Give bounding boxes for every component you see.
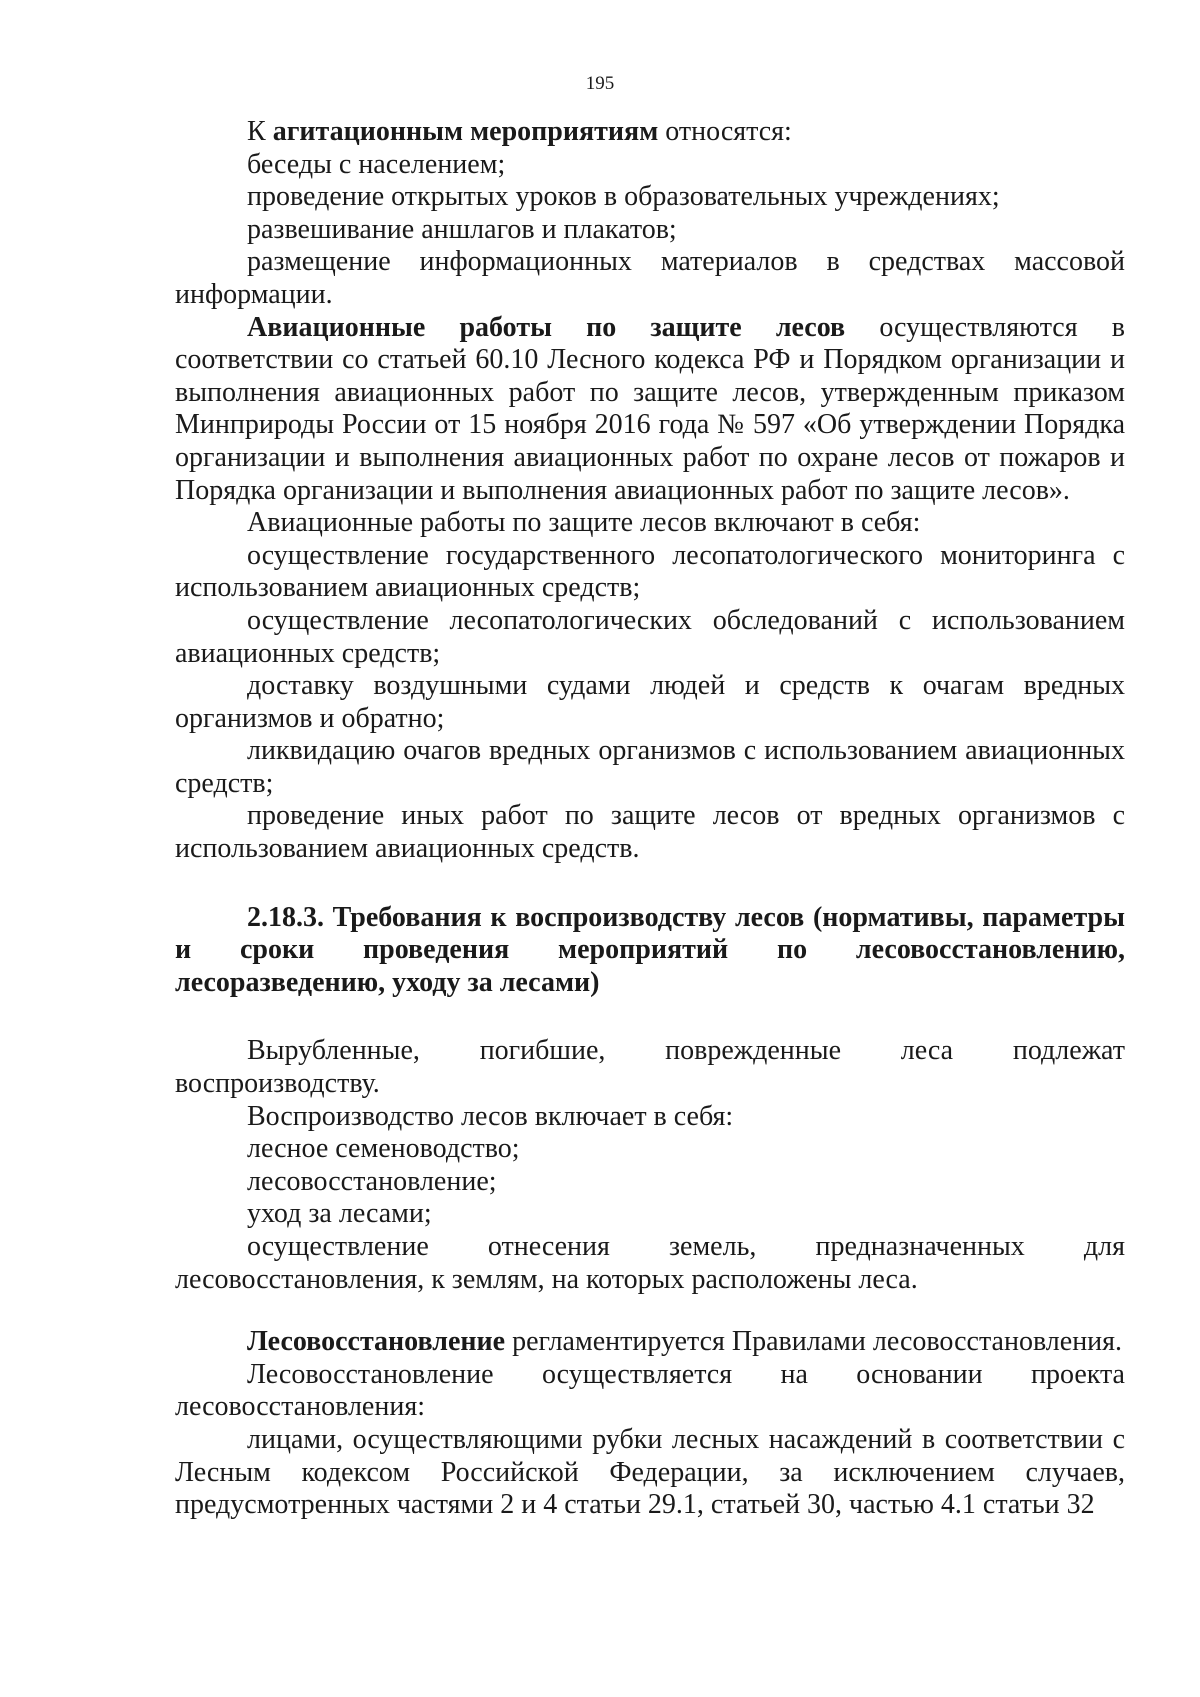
aviation-paragraph [175, 312, 1125, 508]
aviation-item-3: доставку воздушными судами людей и средств к очагам вредных организмов и обратно; [175, 670, 1125, 734]
restoration-persons-paragraph: лицами, осуществляющими рубки лесных насаждений в соответствии с Лесным кодексом Российской Федерации, за исключением случаев, предусмотренных частями 2 и 4 статьи 29.1, статьей 30, частью 4.1 статьи 32 [175, 1423, 1125, 1521]
aviation-item-4: ликвидацию очагов вредных организмов с использованием авиационных средств; [175, 735, 1125, 799]
restoration-paragraph [175, 1326, 1125, 1359]
agitation-item-3: развешивание аншлагов и плакатов; [247, 213, 677, 245]
agitation-prefix: К [247, 116, 273, 147]
page-body [175, 116, 1125, 1522]
aviation-item-2: осуществление лесопатологических обследований с использованием авиационных средств; [175, 604, 1125, 669]
restoration-term: Лесовосстановление [247, 1326, 506, 1358]
restoration-text: регламентируется Правилами лесовосстановления. [505, 1326, 1123, 1358]
agitation-item-4: размещение информационных материалов в средствах массовой информации. [175, 246, 1125, 310]
agitation-term: агитационным мероприятиям [272, 116, 659, 147]
aviation-item-5: проведение иных работ по защите лесов от вредных организмов с использованием авиационных средств. [175, 800, 1125, 865]
aviation-text: осуществляются в соответствии со статьей 60.10 Лесного кодекса РФ и Порядком организации и выполнения авиационных работ по защите лесов, утвержденным приказом Минприроды России от 15 ноября 2016 года № 597 «Об утверждении Порядка организации и выполнения авиационных работ по охране лесов от пожаров и Порядка организации и выполнения авиационных работ по защите лесов». [175, 311, 1125, 506]
reproduction-item-4: осуществление отнесения земель, предназначенных для лесовосстановления, к землям, на которых расположены леса. [175, 1231, 1125, 1295]
aviation-item-1: осуществление государственного лесопатологического мониторинга с использованием авиационных средств; [175, 539, 1125, 604]
reproduction-paragraph: Вырубленные, погибшие, поврежденные леса подлежат воспроизводству. [175, 1035, 1125, 1100]
reproduction-item-2: лесовосстановление; [247, 1165, 497, 1197]
section-heading: 2.18.3. Требования к воспроизводству лесов (нормативы, параметры и сроки проведения мероприятий по лесовосстановлению, лесоразведению, уходу за лесами) [175, 901, 1125, 998]
page-number: 195 [585, 73, 615, 94]
aviation-term: Авиационные работы по защите лесов [247, 311, 846, 343]
reproduction-item-1: лесное семеноводство; [247, 1133, 520, 1165]
agitation-intro [175, 116, 1125, 149]
section-spacer-bottom [175, 999, 1125, 1035]
agitation-item-1: беседы с населением; [247, 148, 506, 180]
agitation-suffix: относятся: [658, 116, 792, 147]
agitation-item-2: проведение открытых уроков в образовательных учреждениях; [247, 181, 1000, 213]
section-spacer-top [175, 866, 1125, 902]
aviation-includes-intro: Авиационные работы по защите лесов включают в себя: [247, 507, 921, 539]
restoration-project-paragraph: Лесовосстановление осуществляется на основании проекта лесовосстановления: [175, 1358, 1125, 1423]
reproduction-includes-intro: Воспроизводство лесов включает в себя: [247, 1100, 734, 1132]
reproduction-item-3: уход за лесами; [247, 1198, 432, 1230]
restoration-spacer [175, 1296, 1125, 1326]
